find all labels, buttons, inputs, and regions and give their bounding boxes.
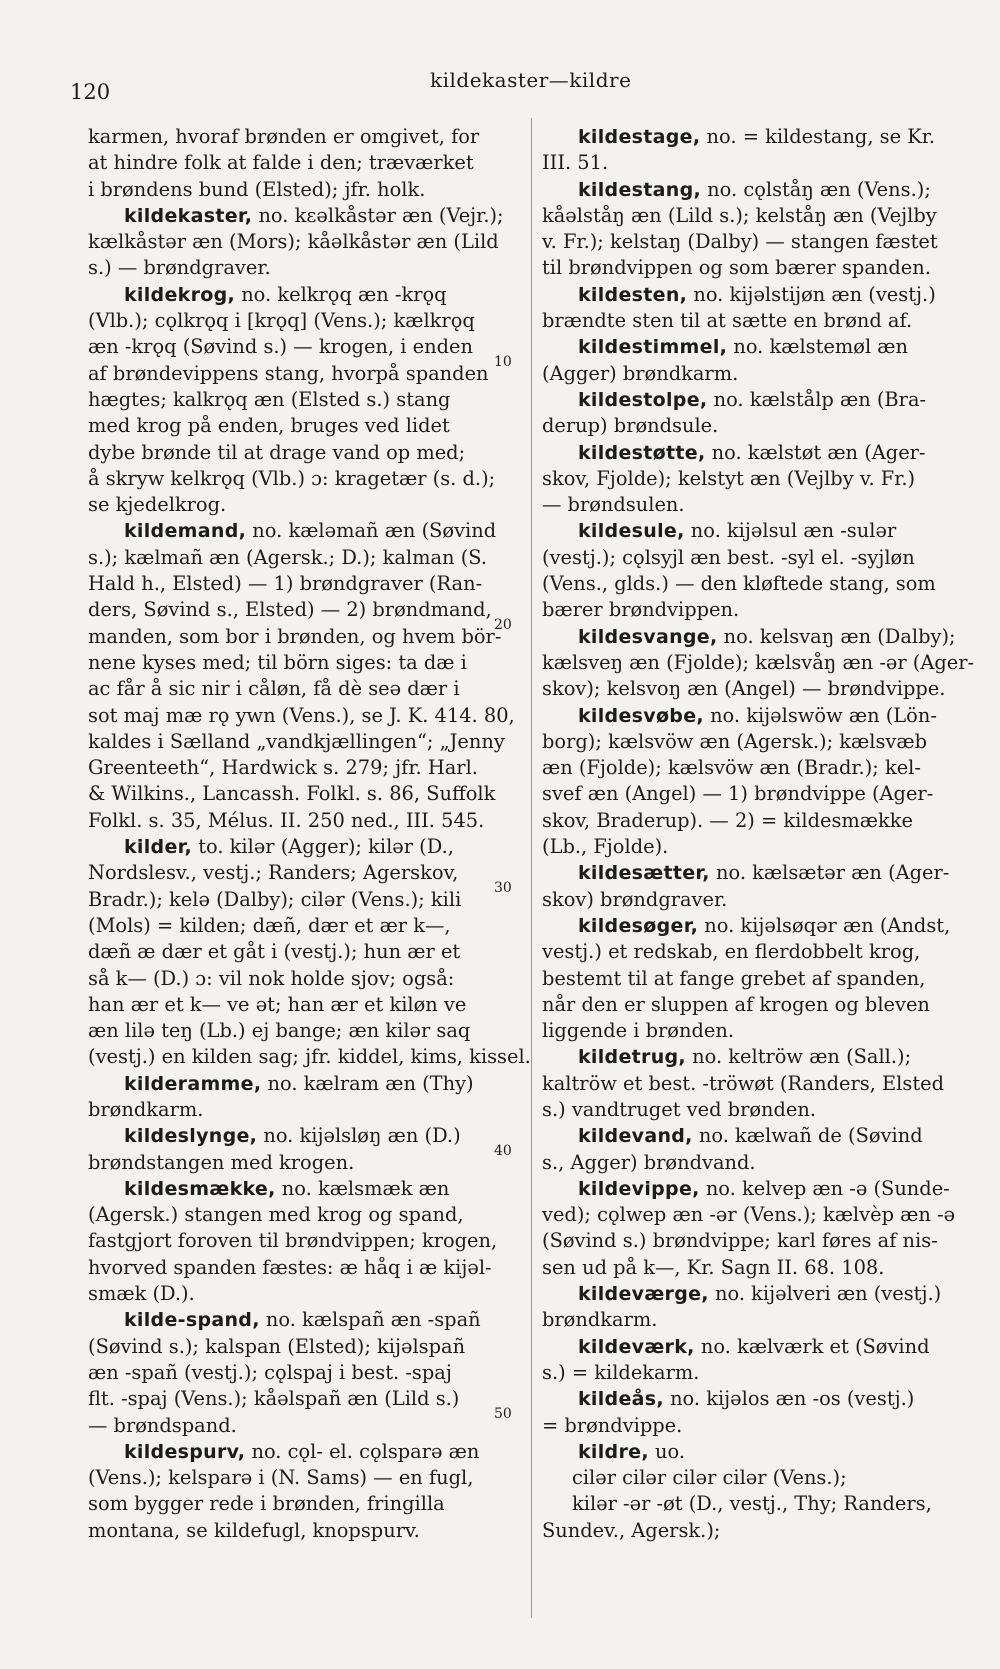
- text-line: — brøndsulen.: [542, 493, 685, 517]
- text-line: brøndkarm.: [88, 1097, 204, 1121]
- text-line: kælsveŋ æn (Fjolde); kælsvåŋ æn -ər (Ager-: [542, 650, 975, 674]
- entry-headword-line: kildesten, no. kijəlstijøn æn (vestj.): [578, 282, 936, 306]
- text-line: montana, se kildefugl, knopspurv.: [88, 1518, 420, 1542]
- text-line: kåəlståŋ æn (Lild s.); kelståŋ æn (Vejlby: [542, 203, 937, 227]
- text-line: (Vens., glds.) — den kløftede stang, som: [542, 572, 936, 596]
- text-line: brændte sten til at sætte en brønd af.: [542, 309, 913, 333]
- text-line: kælkåstər æn (Mors); kåəlkåstər æn (Lild: [88, 230, 499, 254]
- text-line: Nordslesv., vestj.; Randers; Agerskov,: [88, 861, 459, 885]
- text-line: (Søvind s.) brøndvippe; karl føres af nis-: [542, 1229, 938, 1253]
- text-line: — brøndspand.: [88, 1413, 237, 1437]
- headword: kildespurv,: [124, 1440, 246, 1463]
- text-line: ac får å sic nir i cåløn, få dè seə dær i: [88, 677, 460, 701]
- headword: kildesætter,: [578, 862, 710, 885]
- headword: kildevand,: [578, 1125, 693, 1148]
- entry-headword-line: kildesvange, no. kelsvaŋ æn (Dalby);: [578, 624, 956, 648]
- headword: kildesvange,: [578, 625, 718, 648]
- headword: kildeværge,: [578, 1283, 709, 1306]
- entry-headword-line: kildesvøbe, no. kijəlswöw æn (Lön-: [578, 703, 937, 727]
- headword: kildestage,: [578, 126, 701, 148]
- text-line: (Vens.); kelsparə i (N. Sams) — en fugl,: [88, 1466, 474, 1490]
- text-line: dybe brønde til at drage vand op med;: [88, 440, 466, 464]
- text-line: bærer brøndvippen.: [542, 598, 740, 622]
- headword: kildre,: [578, 1440, 649, 1463]
- entry-headword-line: kildesøger, no. kijəlsøqər æn (Andst,: [578, 913, 951, 937]
- text-line: v. Fr.); kelstaŋ (Dalby) — stangen fæstet: [542, 230, 938, 254]
- entry-headword-line: kildesule, no. kijəlsul æn -sulər: [578, 519, 897, 543]
- text-line: (Agersk.) stangen med krog og spand,: [88, 1203, 464, 1227]
- entry-headword-line: kildeslynge, no. kijəlsløŋ æn (D.): [124, 1124, 461, 1148]
- text-line: som bygger rede i brønden, fringilla: [88, 1492, 445, 1516]
- headword: kildeværk,: [578, 1335, 695, 1358]
- entry-headword-line: kildestang, no. cǫlståŋ æn (Vens.);: [578, 177, 931, 201]
- text-line: skov); kelsvoŋ æn (Angel) — brøndvippe.: [542, 677, 946, 701]
- entry-headword-line: kildespurv, no. cǫl- el. cǫlsparə æn: [124, 1439, 480, 1463]
- text-line: s.) vandtruget ved brønden.: [542, 1097, 817, 1121]
- text-line: III. 51.: [542, 151, 609, 175]
- text-line: å skryw kelkrǫq (Vlb.) ɔ: kragetær (s. d.);: [88, 466, 496, 490]
- text-line: hvorved spanden fæstes: æ håq i æ kijəl-: [88, 1255, 492, 1279]
- text-line: flt. -spaj (Vens.); kåəlspañ æn (Lild s.): [88, 1387, 460, 1411]
- text-line: æn (Fjolde); kælsvöw æn (Bradr.); kel-: [542, 756, 921, 780]
- text-line: sot maj mæ rǫ ywn (Vens.), se J. K. 414. 80,: [88, 703, 515, 727]
- headword: kildestang,: [578, 178, 702, 201]
- headword: kildetrug,: [578, 1046, 686, 1069]
- headword: kildesmække,: [124, 1177, 276, 1200]
- text-line: kilər -ər -øt (D., vestj., Thy; Randers,: [572, 1492, 932, 1516]
- headword: kildekaster,: [124, 204, 253, 227]
- entry-headword-line: kildekaster, no. kɛəlkåstər æn (Vejr.);: [124, 203, 504, 227]
- text-line: ders, Søvind s., Elsted) — 2) brøndmand,: [88, 598, 492, 622]
- text-line: s.) = kildekarm.: [542, 1360, 700, 1384]
- text-line: s.) — brøndgraver.: [88, 256, 271, 280]
- text-line: i brøndens bund (Elsted); jfr. holk.: [88, 177, 426, 201]
- text-line: af brøndevippens stang, hvorpå spanden: [88, 361, 489, 385]
- line-number: 30: [494, 880, 512, 896]
- entry-headword-line: kildestolpe, no. kælstålp æn (Bra-: [578, 387, 927, 411]
- left-column: [88, 124, 531, 1544]
- text-line: skov, Fjolde); kelstyt æn (Vejlby v. Fr.): [542, 466, 916, 490]
- entry-headword-line: kildestimmel, no. kælstemøl æn: [578, 335, 909, 359]
- text-line: (Lb., Fjolde).: [542, 835, 669, 859]
- entry-headword-line: kildestage, no. = kildestang, se Kr.: [578, 125, 936, 148]
- text-line: cilər cilər cilər cilər (Vens.);: [572, 1466, 847, 1490]
- headword: kildevippe,: [578, 1177, 700, 1200]
- headword: kilderamme,: [124, 1072, 262, 1095]
- text-line: se kjedelkrog.: [88, 493, 227, 517]
- text-line: skov) brøndgraver.: [542, 887, 728, 911]
- headword: kildestøtte,: [578, 441, 706, 464]
- text-line: smæk (D.).: [88, 1282, 195, 1306]
- text-line: vestj.) et redskab, en flerdobbelt krog,: [542, 940, 921, 964]
- headword: kildesule,: [578, 520, 685, 543]
- entry-headword-line: kildevand, no. kælwañ de (Søvind: [578, 1124, 923, 1148]
- headword: kildesten,: [578, 283, 688, 306]
- text-line: ved); cǫlwep æn -ər (Vens.); kælvèp æn -ə: [542, 1203, 956, 1227]
- headword: kildestolpe,: [578, 388, 708, 411]
- text-line: kaldes i Sælland „vandkjællingen“; „Jenny: [88, 729, 505, 753]
- entry-headword-line: kildekrog, no. kelkrǫq æn -krǫq: [124, 282, 447, 306]
- text-line: karmen, hvoraf brønden er omgivet, for: [88, 125, 480, 148]
- entry-headword-line: kildestøtte, no. kælstøt æn (Ager-: [578, 440, 926, 464]
- text-line: når den er sluppen af krogen og bleven: [542, 992, 930, 1016]
- text-line: hægtes; kalkrǫq æn (Elsted s.) stang: [88, 387, 451, 411]
- line-number: 10: [494, 354, 512, 370]
- text-line: Greenteeth“, Hardwick s. 279; jfr. Harl.: [88, 756, 478, 780]
- text-line: (vestj.) en kilden sag; jfr. kiddel, kims, kissel.: [88, 1045, 531, 1069]
- text-line: æn lilə teŋ (Lb.) ej bange; æn kilər saq: [88, 1019, 471, 1043]
- headword: kildeslynge,: [124, 1125, 258, 1148]
- text-line: æn -krǫq (Søvind s.) — krogen, i enden: [88, 335, 473, 359]
- text-line: Folkl. s. 35, Mélus. II. 250 ned., III. 545.: [88, 808, 485, 832]
- text-line: han ær et k— ve ət; han ær et kiløn ve: [88, 992, 467, 1016]
- line-number: 50: [494, 1406, 512, 1422]
- text-line: kaltröw et best. -tröwøt (Randers, Elsted: [542, 1071, 944, 1095]
- text-line: s.); kælmañ æn (Agersk.; D.); kalman (S.: [88, 545, 488, 569]
- text-line: (Mols) = kilden; dæñ, dær et ær k—,: [88, 913, 451, 937]
- text-line: derup) brøndsule.: [542, 414, 719, 438]
- entry-headword-line: kildeås, no. kijəlos æn -os (vestj.): [578, 1387, 915, 1411]
- entry-headword-line: kilder, to. kilər (Agger); kilər (D.,: [124, 835, 454, 859]
- entry-headword-line: kilde-spand, no. kælspañ æn -spañ: [124, 1308, 481, 1332]
- text-line: s., Agger) brøndvand.: [542, 1150, 756, 1174]
- entry-headword-line: kildesætter, no. kælsætər æn (Ager-: [578, 861, 950, 885]
- text-line: (Vlb.); cǫlkrǫq i [krǫq] (Vens.); kælkrǫq: [88, 309, 475, 333]
- text-line: brøndstangen med krogen.: [88, 1150, 355, 1174]
- text-line: brøndkarm.: [542, 1308, 658, 1332]
- text-line: Sundev., Agersk.);: [542, 1518, 721, 1542]
- text-line: at hindre folk at falde i den; træværket: [88, 151, 474, 175]
- headword: kilder,: [124, 836, 193, 859]
- text-line: fastgjort foroven til brøndvippen; krogen,: [88, 1229, 498, 1253]
- text-line: dæñ æ dær et gåt i (vestj.); hun ær et: [88, 940, 461, 964]
- headword: kilde-spand,: [124, 1309, 260, 1332]
- text-line: så k— (D.) ɔ: vil nok holde sjov; også:: [88, 966, 455, 990]
- text-line: = brøndvippe.: [542, 1413, 683, 1437]
- headword: kildekrog,: [124, 283, 236, 306]
- text-line: bestemt til at fange grebet af spanden,: [542, 966, 926, 990]
- text-line: sen ud på k—, Kr. Sagn II. 68. 108.: [542, 1255, 885, 1279]
- entry-headword-line: kildeværge, no. kijəlveri æn (vestj.): [578, 1282, 942, 1306]
- entry-headword-line: kildeværk, no. kælværk et (Søvind: [578, 1334, 930, 1358]
- column-divider: [531, 118, 532, 1618]
- text-line: manden, som bor i brønden, og hvem bör-: [88, 624, 502, 648]
- text-line: (Søvind s.); kalspan (Elsted); kijəlspañ: [88, 1334, 466, 1358]
- text-line: med krog på enden, bruges ved lidet: [88, 414, 450, 438]
- text-line: (vestj.); cǫlsyjl æn best. -syl el. -syjløn: [542, 545, 915, 569]
- text-line: Hald h., Elsted) — 1) brøndgraver (Ran-: [88, 572, 483, 596]
- right-column: [542, 124, 997, 1544]
- text-line: liggende i brønden.: [542, 1019, 734, 1043]
- headword: kildeås,: [578, 1388, 664, 1411]
- text-line: Bradr.); kelə (Dalby); cilər (Vens.); kili: [88, 887, 462, 911]
- text-line: nene kyses med; til börn siges: ta dæ i: [88, 650, 467, 674]
- line-number: 40: [494, 1143, 512, 1159]
- entry-headword-line: kildetrug, no. keltröw æn (Sall.);: [578, 1045, 912, 1069]
- text-line: & Wilkins., Lancassh. Folkl. s. 86, Suffolk: [88, 782, 496, 806]
- text-line: til brøndvippen og som bærer spanden.: [542, 256, 931, 280]
- entry-headword-line: kildemand, no. kæləmañ æn (Søvind: [124, 519, 497, 543]
- entry-headword-line: kildevippe, no. kelvep æn -ə (Sunde-: [578, 1176, 950, 1200]
- running-head: kildekaster—kildre: [430, 68, 632, 92]
- text-line: skov, Braderup). — 2) = kildesmække: [542, 808, 913, 832]
- text-line: svef æn (Angel) — 1) brøndvippe (Ager-: [542, 782, 934, 806]
- headword: kildestimmel,: [578, 336, 728, 359]
- line-number: 20: [494, 617, 512, 633]
- entry-headword-line: kilderamme, no. kælram æn (Thy): [124, 1071, 474, 1095]
- text-line: borg); kælsvöw æn (Agersk.); kælsvæb: [542, 729, 928, 753]
- headword: kildemand,: [124, 520, 247, 543]
- headword: kildesvøbe,: [578, 704, 704, 727]
- headword: kildesøger,: [578, 914, 699, 937]
- text-line: æn -spañ (vestj.); cǫlspaj i best. -spaj: [88, 1360, 452, 1384]
- text-line: (Agger) brøndkarm.: [542, 361, 739, 385]
- entry-headword-line: kildesmække, no. kælsmæk æn: [124, 1176, 450, 1200]
- page-number: 120: [70, 80, 111, 104]
- entry-headword-line: kildre, uo.: [578, 1439, 685, 1463]
